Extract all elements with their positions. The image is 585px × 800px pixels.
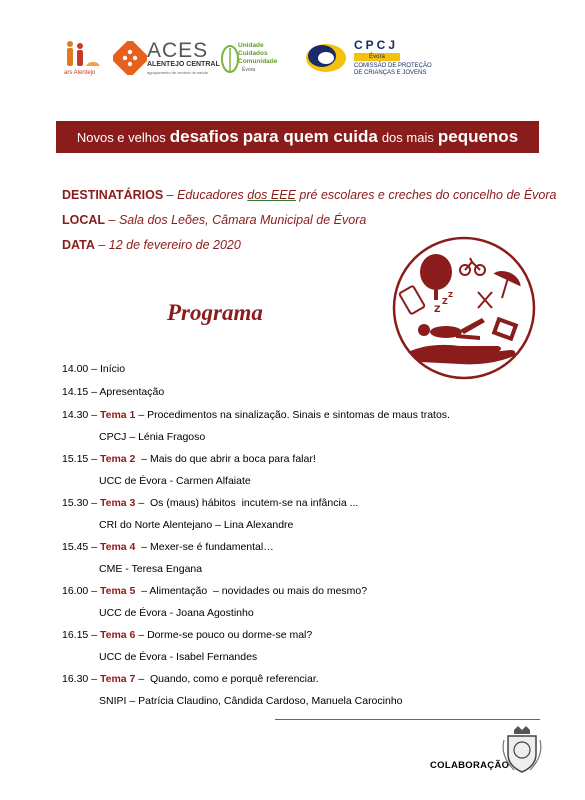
schedule-time: 16.30 – — [62, 673, 98, 685]
destinatarios-label: DESTINATÁRIOS — [62, 188, 164, 202]
ucc-line3: Comunidade — [238, 58, 278, 65]
schedule-time: 16.00 – — [62, 585, 98, 597]
destinatarios-line — [62, 188, 557, 202]
local-label: LOCAL — [62, 213, 106, 227]
aces-title: ACES — [147, 39, 209, 62]
schedule-time: 15.45 – — [62, 541, 98, 553]
schedule-speaker: CRI do Norte Alentejano – Lina Alexandre — [99, 519, 294, 531]
banner-part-4: dos mais — [381, 129, 434, 145]
ucc-line1: Unidade — [238, 42, 264, 49]
banner-part-3: para quem cuida — [242, 127, 378, 146]
ars-logo — [60, 36, 102, 80]
dice-icon — [113, 41, 147, 75]
destinatarios-value-b: dos EEE — [247, 188, 296, 202]
ucc-logo — [220, 42, 282, 76]
cpcj-title: CPCJ — [354, 38, 399, 52]
schedule-speaker: CME - Teresa Engana — [99, 563, 203, 575]
schedule-speaker: UCC de Évora - Joana Agostinho — [99, 607, 254, 619]
schedule-row — [62, 629, 312, 641]
banner-part-1: Novos e velhos — [76, 129, 166, 145]
cpcj-logo — [304, 38, 434, 80]
schedule-row — [62, 363, 125, 375]
schedule-row — [62, 409, 450, 421]
aces-logo — [113, 39, 220, 77]
schedule-topic: – Mais do que abrir a boca para falar! — [138, 453, 316, 465]
schedule-time: 15.15 – — [62, 453, 98, 465]
cpcj-line2: DE CRIANÇAS E JOVENS — [354, 70, 427, 76]
ucc-line2: Cuidados — [238, 50, 268, 57]
schedule-topic: – Mexer-se é fundamental… — [138, 541, 274, 553]
aces-tagline: agrupamento de centros de saúde — [147, 70, 208, 75]
schedule-topic: Início — [99, 363, 126, 375]
svg-text:Z: Z — [448, 291, 454, 299]
schedule-speaker: SNIPI – Patrícia Claudino, Cândida Cardoso, Manuela Carocinho — [99, 695, 403, 707]
banner-part-5: pequenos — [437, 127, 519, 146]
schedule-time: 14.15 – — [62, 386, 98, 398]
ars-logo-label: ars Alentejo — [64, 70, 96, 76]
schedule-time: 15.30 – — [62, 497, 98, 509]
schedule-row — [62, 585, 367, 597]
data-line — [62, 238, 241, 252]
leaf-icon — [220, 44, 240, 74]
destinatarios-value-c: pré escolares e creches do concelho de Évora — [299, 188, 557, 202]
colaboracao-label: COLABORAÇÃO — [430, 760, 510, 771]
local-value: – Sala dos Leões, Câmara Municipal de Évora — [108, 213, 367, 227]
svg-text:Z: Z — [442, 297, 448, 306]
data-value: – 12 de fevereiro de 2020 — [98, 238, 241, 252]
local-line — [62, 213, 366, 227]
signature-rule — [275, 719, 540, 720]
schedule-tema: Tema 7 — [99, 673, 136, 685]
schedule-topic: – Procedimentos na sinalização. Sinais e sintomas de maus tratos. — [138, 409, 450, 421]
schedule-speaker: UCC de Évora - Carmen Alfaiate — [99, 475, 251, 487]
title-banner — [56, 121, 539, 153]
cpcj-tag: Évora — [354, 53, 400, 61]
ucc-line4: Évora — [242, 67, 256, 73]
schedule-tema: Tema 1 — [99, 409, 136, 421]
schedule-row — [62, 497, 358, 509]
schedule-topic: – Alimentação – novidades ou mais do mesmo? — [138, 585, 368, 597]
svg-text:Z: Z — [434, 305, 441, 315]
schedule-tema: Tema 4 — [99, 541, 136, 553]
schedule-time: 16.15 – — [62, 629, 98, 641]
schedule-topic: – Dorme-se pouco ou dorme-se mal? — [138, 629, 313, 641]
schedule-tema: Tema 3 — [99, 497, 136, 509]
banner-part-2: desafios — [169, 127, 239, 146]
childcare-illustration — [390, 234, 538, 382]
schedule-time: 14.00 – — [62, 363, 98, 375]
schedule-topic: – Os (maus) hábitos incutem-se na infância ... — [138, 497, 359, 509]
schedule-row — [62, 453, 316, 465]
destinatarios-value-a: – Educadores — [166, 188, 244, 202]
aces-subtitle: ALENTEJO CENTRAL — [147, 61, 220, 68]
cpcj-emblem-icon — [304, 40, 348, 76]
schedule-tema: Tema 6 — [99, 629, 136, 641]
schedule-tema: Tema 2 — [99, 453, 136, 465]
schedule-row — [62, 386, 164, 398]
schedule-speaker: UCC de Évora - Isabel Fernandes — [99, 651, 258, 663]
schedule-row — [62, 673, 319, 685]
cpcj-line1: COMISSÃO DE PROTEÇÃO — [354, 63, 432, 69]
programa-title: Programa — [167, 300, 263, 325]
schedule-time: 14.30 – — [62, 409, 98, 421]
data-label: DATA — [62, 238, 95, 252]
schedule-speaker: CPCJ – Lénia Fragoso — [99, 431, 206, 443]
schedule-row — [62, 541, 274, 553]
schedule-tema: Tema 5 — [99, 585, 136, 597]
municipal-coat-of-arms-icon — [500, 726, 544, 774]
schedule-topic: Apresentação — [99, 386, 165, 398]
schedule-topic: – Quando, como e porquê referenciar. — [138, 673, 319, 685]
